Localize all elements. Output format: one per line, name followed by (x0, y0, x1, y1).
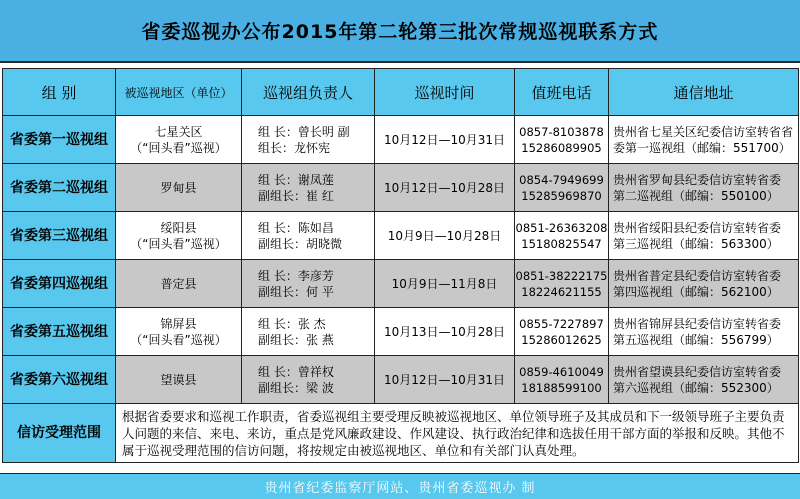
group-name: 省委第四巡视组 (3, 260, 116, 308)
scope-label: 信访受理范围 (3, 404, 116, 463)
table-row (3, 212, 799, 260)
address-cell (609, 212, 799, 260)
header-phone: 值班电话 (515, 69, 609, 116)
region-line: 望谟县 (160, 372, 197, 387)
time-cell: 10月9日—10月28日 (375, 212, 515, 260)
header-time: 巡视时间 (375, 69, 515, 116)
leader-line: 组 长：曾祥权 (258, 364, 334, 379)
address-line: 第四巡视组（邮编：562100） (613, 284, 779, 299)
address-line: 委第一巡视组（邮编：551700） (613, 140, 791, 155)
address-cell (609, 116, 799, 164)
phone-line: 15286012625 (521, 332, 602, 347)
phone-line: 15180825547 (521, 236, 602, 251)
page-title: 省委巡视办公布2015年第二轮第三批次常规巡视联系方式 (0, 0, 800, 63)
address-line: 贵州省七星关区纪委信访室转省省 (613, 124, 794, 139)
header-group: 组 别 (3, 69, 116, 116)
footer-credit: 贵州省纪委监察厅网站、贵州省委巡视办 制 (0, 473, 800, 499)
leader-cell (242, 260, 375, 308)
phone-line: 0859-4610049 (519, 364, 604, 379)
address-line: 贵州省罗甸县纪委信访室转省委 (613, 172, 782, 187)
leader-line: 副组长：张 燕 (258, 332, 334, 347)
address-line: 贵州省普定县纪委信访室转省委 (613, 268, 782, 283)
leader-cell (242, 308, 375, 356)
group-name: 省委第二巡视组 (3, 164, 116, 212)
phone-cell (515, 356, 609, 404)
region-cell (116, 212, 242, 260)
leader-cell (242, 212, 375, 260)
leader-line: 组 长：谢凤莲 (258, 172, 334, 187)
time-cell: 10月13日—10月28日 (375, 308, 515, 356)
address-cell (609, 308, 799, 356)
region-line: （“回头看”巡视） (130, 332, 227, 347)
table-header-row (3, 69, 799, 116)
address-line: 贵州省绥阳县纪委信访室转省委 (613, 220, 782, 235)
group-name: 省委第一巡视组 (3, 116, 116, 164)
leader-cell (242, 164, 375, 212)
phone-cell (515, 164, 609, 212)
leader-line: 组长：龙怀宪 (258, 140, 331, 155)
phone-line: 0857-8103878 (519, 124, 604, 139)
address-line: 贵州省锦屏县纪委信访室转省委 (613, 316, 782, 331)
leader-line: 组 长：陈如昌 (258, 220, 334, 235)
region-cell (116, 260, 242, 308)
time-cell: 10月9日—11月8日 (375, 260, 515, 308)
leader-cell (242, 116, 375, 164)
leader-line: 副组长：何 平 (258, 284, 334, 299)
time-cell: 10月12日—10月28日 (375, 164, 515, 212)
leader-line: 组 长：曾长明 副 (258, 124, 350, 139)
table-row (3, 260, 799, 308)
phone-line: 15285969870 (521, 188, 602, 203)
region-line: （“回头看”巡视） (130, 236, 227, 251)
address-cell (609, 356, 799, 404)
phone-line: 18224621155 (521, 284, 602, 299)
group-name: 省委第六巡视组 (3, 356, 116, 404)
region-cell (116, 116, 242, 164)
leader-line: 副组长：胡晓微 (258, 236, 343, 251)
phone-line: 15286089905 (521, 140, 602, 155)
address-line: 第五巡视组（邮编：556799） (613, 332, 779, 347)
phone-line: 0855-7227897 (519, 316, 604, 331)
header-leader: 巡视组负责人 (242, 69, 375, 116)
address-line: 第二巡视组（邮编：550100） (613, 188, 779, 203)
region-line: 罗甸县 (160, 180, 197, 195)
scope-text: 根据省委要求和巡视工作职责，省委巡视组主要受理反映被巡视地区、单位领导班子及其成员和下一级领导班子主要负责人问题的来信、来电、来访，重点是党风廉政建设、作风建设、执行政治纪律和选拔任用干部方面的举报和反映。其他不属于巡视受理范围的信访问题，将按规定由被巡视地区、单位和有关部门认真处理。 (116, 404, 799, 463)
phone-cell (515, 116, 609, 164)
leader-cell (242, 356, 375, 404)
inspection-contact-table (2, 68, 799, 463)
header-region: 被巡视地区（单位） (116, 69, 242, 116)
leader-line: 组 长：张 杰 (258, 316, 326, 331)
phone-line: 0851-38222175 (515, 268, 608, 283)
phone-line: 0854-7949699 (519, 172, 604, 187)
phone-cell (515, 212, 609, 260)
table-row (3, 308, 799, 356)
leader-line: 副组长：崔 红 (258, 188, 334, 203)
region-line: （“回头看”巡视） (130, 140, 227, 155)
region-line: 七星关区 (154, 124, 203, 139)
address-line: 第三巡视组（邮编：563300） (613, 236, 779, 251)
phone-cell (515, 308, 609, 356)
region-cell (116, 164, 242, 212)
phone-line: 18188599100 (521, 380, 602, 395)
leader-line: 副组长：梁 波 (258, 380, 334, 395)
phone-line: 0851-26363208 (515, 220, 608, 235)
address-cell (609, 260, 799, 308)
phone-cell (515, 260, 609, 308)
time-cell: 10月12日—10月31日 (375, 116, 515, 164)
group-name: 省委第三巡视组 (3, 212, 116, 260)
address-cell (609, 164, 799, 212)
table-row (3, 164, 799, 212)
region-cell (116, 356, 242, 404)
time-cell: 10月12日—10月31日 (375, 356, 515, 404)
address-line: 贵州省望谟县纪委信访室转省委 (613, 364, 782, 379)
leader-line: 组 长：李彦芳 (258, 268, 334, 283)
group-name: 省委第五巡视组 (3, 308, 116, 356)
header-address: 通信地址 (609, 69, 799, 116)
table-row (3, 116, 799, 164)
region-line: 绥阳县 (160, 220, 197, 235)
scope-row (3, 404, 799, 463)
region-line: 普定县 (160, 276, 197, 291)
table-row (3, 356, 799, 404)
region-line: 锦屏县 (160, 316, 197, 331)
address-line: 第六巡视组（邮编：552300） (613, 380, 779, 395)
region-cell (116, 308, 242, 356)
